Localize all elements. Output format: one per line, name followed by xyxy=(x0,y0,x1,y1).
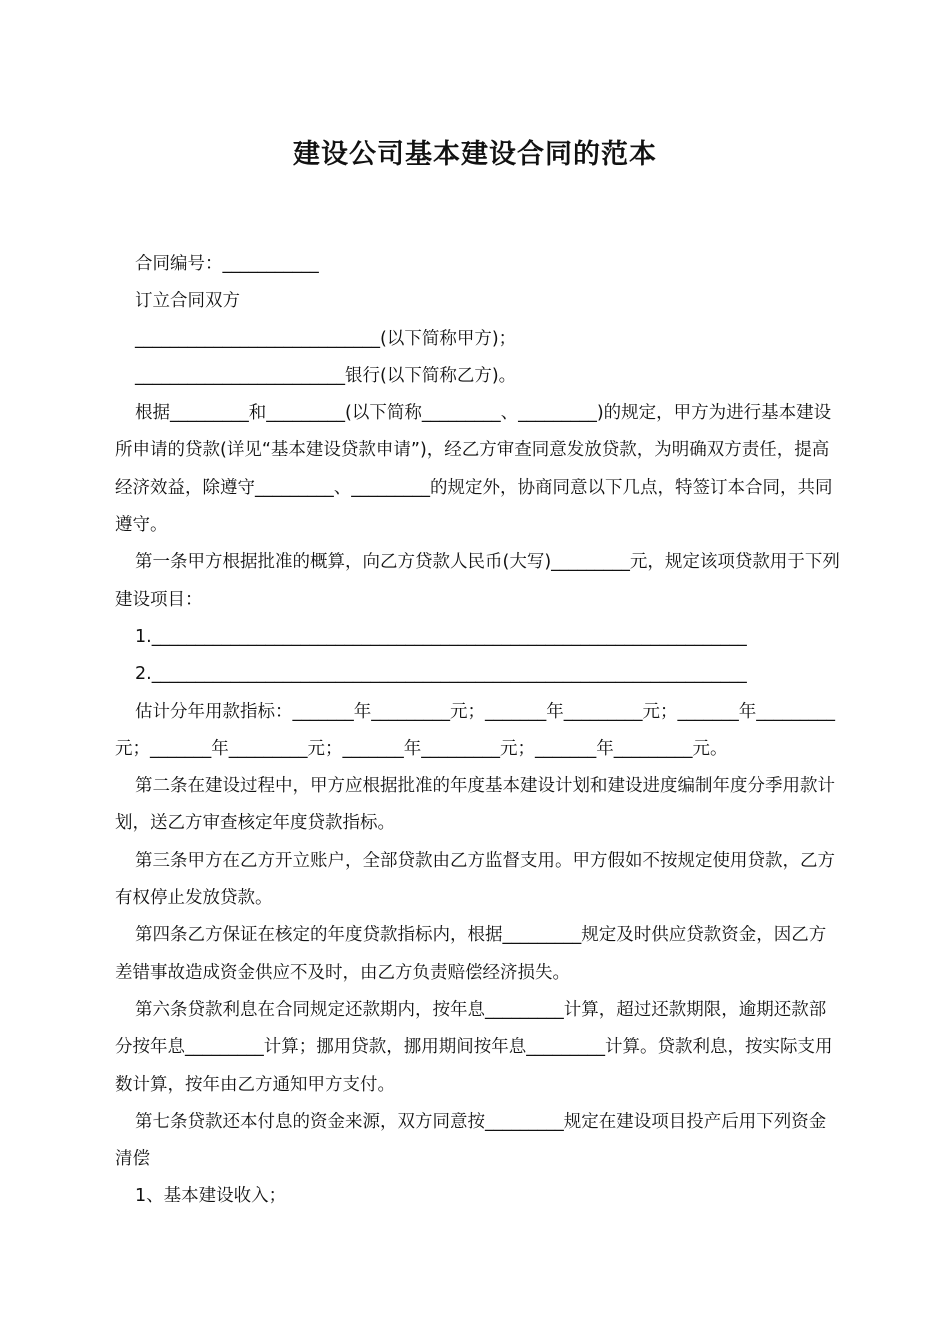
annual-usage-indicators: 估计分年用款指标：_______年_________元；_______年_________元；_______年_________元；_______年_________元；_______年_________元；_______年_________元。 xyxy=(115,701,835,759)
article-3: 第三条甲方在乙方开立账户，全部贷款由乙方监督支用。甲方假如不按规定使用贷款，乙方有权停止发放贷款。 xyxy=(115,850,835,909)
article-2: 第二条在建设过程中，甲方应根据批准的年度基本建设计划和建设进度编制年度分季用款计划，送乙方审查核定年度贷款指标。 xyxy=(115,776,835,834)
parties-heading: 订立合同双方 xyxy=(135,291,240,312)
project-item-1: 1.____________________________________________________________________ xyxy=(135,626,747,647)
contract-number: 合同编号：___________ xyxy=(135,254,319,274)
repayment-source-1: 1、基本建设收入； xyxy=(135,1186,287,1207)
party-b-line: ________________________银行(以下简称乙方)。 xyxy=(135,365,517,386)
preamble-paragraph: 根据_________和_________(以下简称_________、_________)的规定，甲方为进行基本建设所申请的贷款(详见“基本建设贷款申请”)，经乙方审查同意发放贷款，为明确双方责任，提高经济效益，除遵守_________、_________的规定外，协商同意以下几点，特签订本合同，共同遵守。 xyxy=(115,403,833,536)
article-1: 第一条甲方根据批准的概算，向乙方贷款人民币(大写)_________元，规定该项贷款用于下列建设项目： xyxy=(115,552,840,610)
party-a-line: ____________________________(以下简称甲方)； xyxy=(135,328,517,349)
document-body xyxy=(115,246,840,1216)
article-4: 第四条乙方保证在核定的年度贷款指标内，根据_________规定及时供应贷款资金，因乙方差错事故造成资金供应不及时，由乙方负责赔偿经济损失。 xyxy=(115,925,827,983)
document-title: 建设公司基本建设合同的范本 xyxy=(293,139,657,170)
project-item-2: 2.____________________________________________________________________ xyxy=(135,664,747,685)
article-7: 第七条贷款还本付息的资金来源，双方同意按_________规定在建设项目投产后用下列资金清偿 xyxy=(115,1111,827,1170)
article-6: 第六条贷款利息在合同规定还款期内，按年息_________计算，超过还款期限，逾期还款部分按年息_________计算；挪用贷款，挪用期间按年息_________计算。贷款利息，按实际支用数计算，按年由乙方通知甲方支付。 xyxy=(115,999,833,1095)
